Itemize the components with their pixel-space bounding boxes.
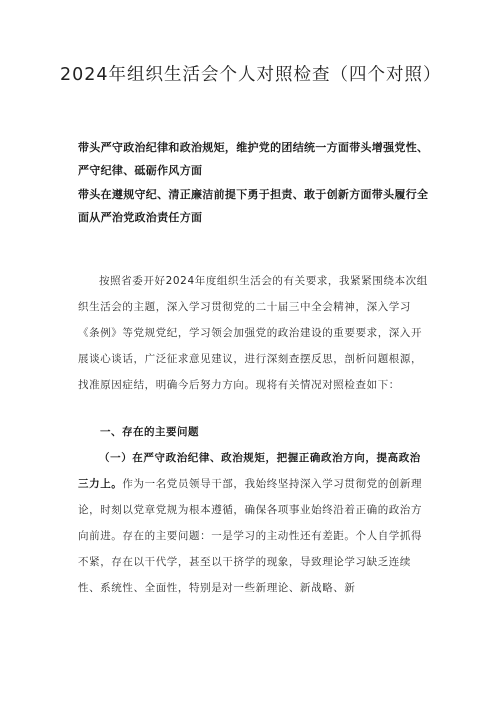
intro-paragraph: 按照省委开好2024年度组织生活会的有关要求，我紧紧围绕本次组织生活会的主题，深入学习贯彻党的二十届三中全会精神，深入学习《条例》等党规党纪，学习领会加强党的政治建设的重要要求，深入开展谈心谈话，广泛征求意见建议，进行深刻查摆反思，剖析问题根源，找准原因症结，明确今后努力方向。现将有关情况对照检查如下： xyxy=(78,275,428,391)
subtitle-1: 带头严守政治纪律和政治规矩，维护党的团结统一方面带头增强党性、严守纪律、砥砺作风方面 xyxy=(78,141,429,177)
section-heading-problems: 一、存在的主要问题 xyxy=(100,426,199,438)
section-1-item-1-text: 作为一名党员领导干部，我始终坚持深入学习贯彻党的创新理论，时刻以党章党规为根本遵循，确保各项事业始终沿着正确的政治方向前进。存在的主要问题：一是学习的主动性还有差距。个人自学抓得不紧，存在以干代学，甚至以干挤学的现象，导致理论学习缺乏连续性、系统性、全面性，特别是对一些新理论、新战略、新 xyxy=(78,478,423,594)
section-1-item-1-paragraph xyxy=(78,445,430,601)
section-1-item-1-lead: （一）在严守政治纪律、政治规矩，把握正确政治方向，提高政治三力上。 xyxy=(78,452,421,490)
document-title: 2024年组织生活会个人对照检查（四个对照） xyxy=(60,65,442,85)
subtitle-2: 带头在遵规守纪、清正廉洁前提下勇于担责、敢于创新方面带头履行全面从严治党政治责任方面 xyxy=(78,188,429,224)
